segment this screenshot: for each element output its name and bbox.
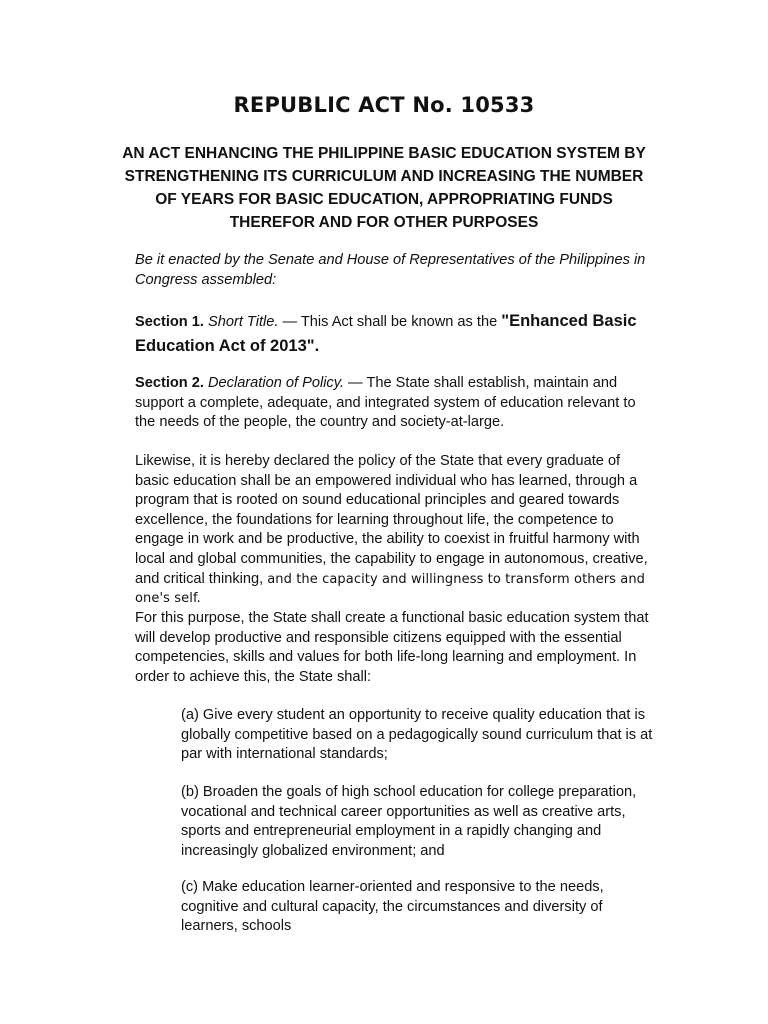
section-1-text: — This Act shall be known as the [278,314,502,330]
list-item-a: (a) Give every student an opportunity to receive quality education that is globally competitive based on a pedagogically sound curriculum that is at par with international standards; [181,707,653,763]
section-1-title: Short Title. [208,314,279,330]
section-2 [135,374,655,433]
enacting-clause: Be it enacted by the Senate and House of Representatives of the Philippines in Congress assembled: [135,252,646,288]
paragraph-purpose: For this purpose, the State shall create a functional basic education system that will develop productive and responsible citizens equipped with the essential competencies, skills and values for both life-long learning and employment. In order to achieve this, the State shall: [135,610,649,685]
paragraph-likewise-end: and the capacity and willingness to transform others and one's self. [135,571,646,607]
section-2-title: Declaration of Policy. [208,375,344,391]
paragraph-likewise-text: Likewise, it is hereby declared the policy of the State that every graduate of basic education shall be an empowered individual who has learned, through a program that is rooted on sound educational principles and geared towards excellence, the foundations for learning throughout life, the competence to engage in work and be productive, the ability to coexist in fruitful harmony with local and global communities, the capability to engage in autonomous, creative, and critical thinking, [135,453,648,587]
section-1-short-title: "Enhanced Basic Education Act of 2013". [135,312,637,355]
section-1 [135,309,655,359]
act-title: REPUBLIC ACT No. 10533 [233,93,535,117]
act-subtitle: AN ACT ENHANCING THE PHILIPPINE BASIC EDUCATION SYSTEM BY STRENGTHENING ITS CURRICULUM AND INCREASING THE NUMBER OF YEARS FOR BASIC EDUCATION, APPROPRIATING FUNDS THEREFOR AND FOR OTHER PURPOSES [122,145,646,231]
paragraph-likewise [135,452,655,609]
section-1-label: Section 1. [135,314,204,330]
list-item-b: (b) Broaden the goals of high school education for college preparation, vocational and technical career opportunities as well as creative arts, sports and entrepreneurial employment in a rapidly changing and increasingly globalized environment; and [181,784,637,859]
section-2-label: Section 2. [135,375,204,391]
list-item-c: (c) Make education learner-oriented and responsive to the needs, cognitive and cultural capacity, the circumstances and diversity of learners, schools [181,879,604,935]
section-2-text: — The State shall establish, maintain and support a complete, adequate, and integrated system of education relevant to the needs of the people, the country and society-at-large. [135,375,636,431]
